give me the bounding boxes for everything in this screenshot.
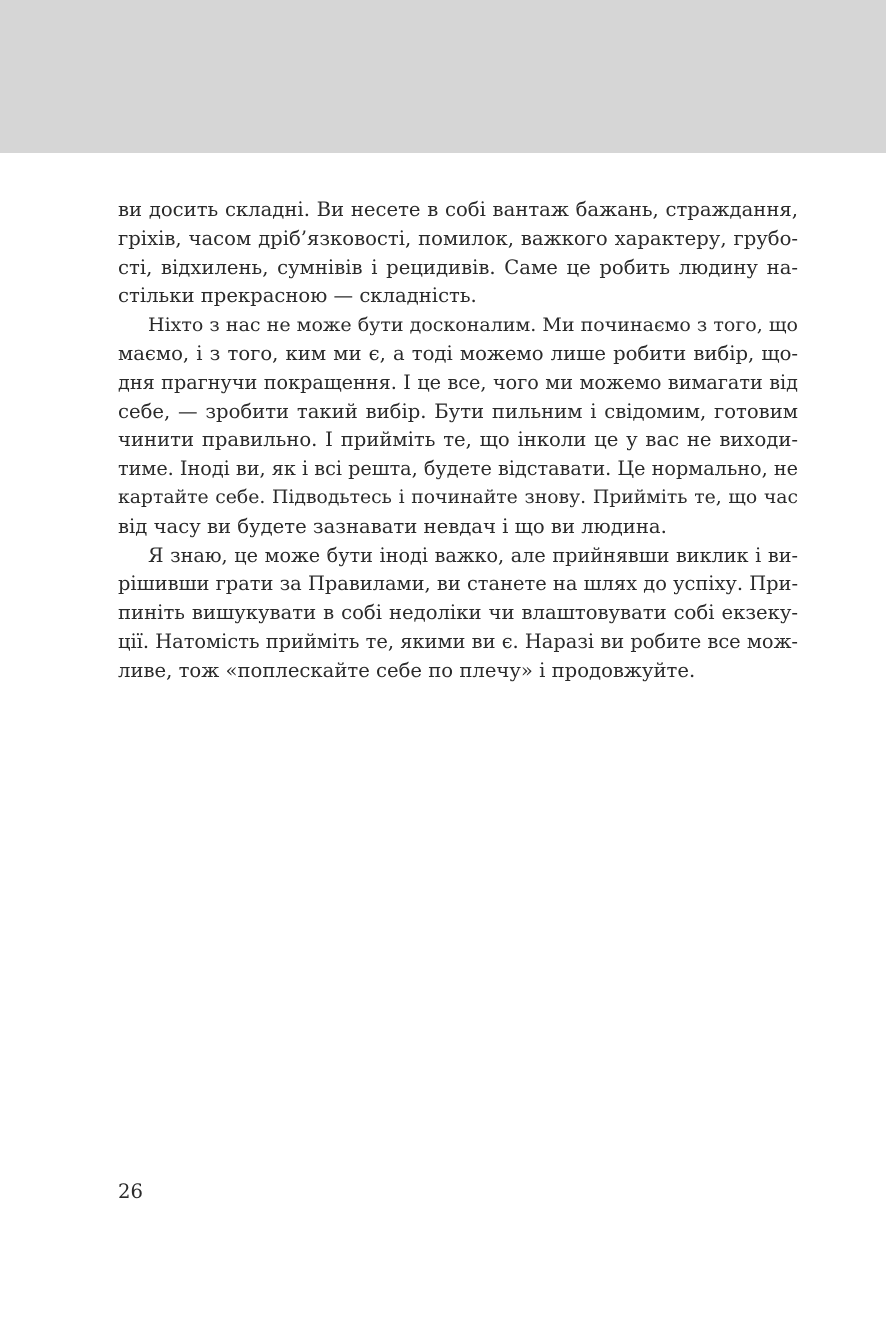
text-line: Я знаю, це може бути іноді важко, але прийнявши виклик і ви- (148, 543, 798, 567)
text-line: тиме. Іноді ви, як і всі решта, будете відставати. Це нормально, не (118, 457, 798, 481)
body-text (118, 196, 798, 686)
text-line: пиніть вишукувати в собі недоліки чи влаштовувати собі екзеку- (118, 601, 798, 625)
header-band (0, 0, 886, 153)
text-line: ливе, тож «поплескайте себе по плечу» і продовжуйте. (118, 658, 696, 682)
text-line: чинити правильно. І прийміть те, що інколи це у вас не виходи- (118, 428, 798, 452)
text-line: маємо, і з того, ким ми є, а тоді можемо лише робити вибір, що- (118, 341, 798, 365)
text-line: Ніхто з нас не може бути досконалим. Ми починаємо з того, що (148, 314, 798, 337)
text-line: дня прагнучи покращення. І це все, чого ми можемо вимагати від (118, 370, 798, 394)
text-line: стільки прекрасною — складність. (118, 284, 477, 308)
text-line: сті, відхилень, сумнівів і рецидивів. Саме це робить людину на- (118, 255, 798, 279)
text-line: себе, — зробити такий вибір. Бути пильним і свідомим, готовим (118, 399, 798, 423)
text-line: від часу ви будете зазнавати невдач і що ви людина. (118, 514, 667, 538)
page-number: 26 (118, 1180, 143, 1203)
text-line: рішивши грати за Правилами, ви станете на шлях до успіху. При- (118, 572, 798, 596)
text-line: ви досить складні. Ви несете в собі вантаж бажань, страждання, (118, 198, 798, 221)
text-line: ції. Натомість прийміть те, якими ви є. Наразі ви робите все мож- (118, 629, 798, 653)
text-line: картайте себе. Підводьтесь і починайте знову. Прийміть те, що час (118, 486, 798, 508)
text-line: гріхів, часом дріб’язковості, помилок, важкого характеру, грубо- (118, 226, 798, 250)
